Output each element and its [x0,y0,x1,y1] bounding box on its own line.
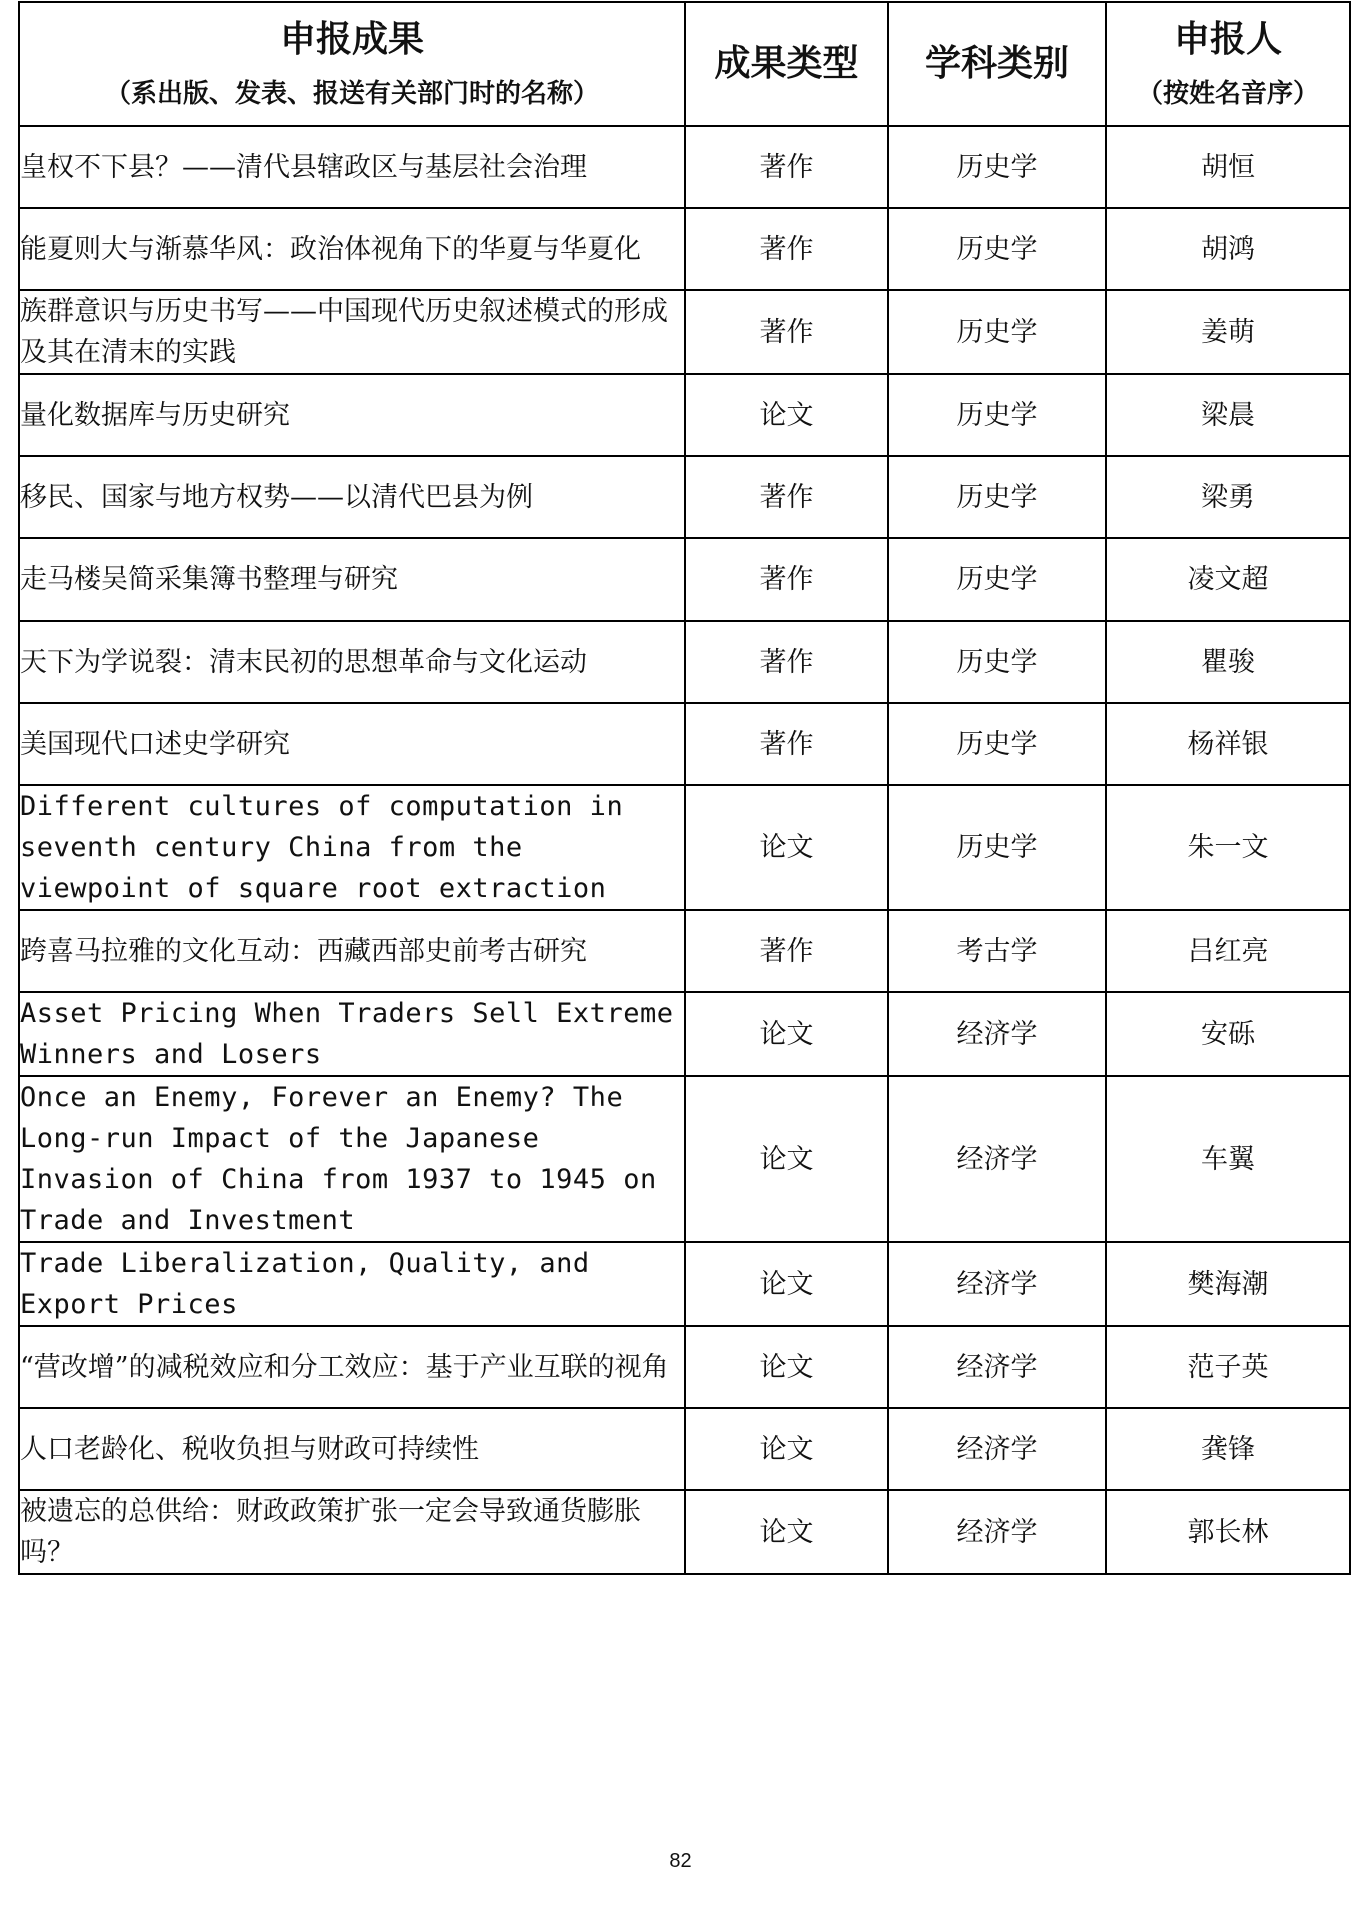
achievement-type: 著作 [685,621,888,703]
applicant-name: 郭长林 [1106,1490,1350,1574]
achievement-type: 著作 [685,910,888,992]
table-row [19,703,1350,785]
header-type-cell [685,2,888,126]
applicant-name: 梁勇 [1106,456,1350,538]
table-row [19,374,1350,456]
discipline: 历史学 [888,703,1106,785]
applicant-name: 朱一文 [1106,785,1350,910]
achievement-type: 著作 [685,538,888,621]
achievement-type: 著作 [685,290,888,374]
achievement-title: 能夏则大与渐慕华风：政治体视角下的华夏与华夏化 [19,208,685,290]
discipline: 历史学 [888,208,1106,290]
discipline: 历史学 [888,621,1106,703]
applicant-name: 姜萌 [1106,290,1350,374]
header-applicant-main: 申报人 [1173,19,1282,60]
table-row [19,910,1350,992]
achievement-type: 论文 [685,1242,888,1326]
achievement-title: Asset Pricing When Traders Sell Extreme Winners and Losers [19,992,685,1076]
applicant-name: 安砾 [1106,992,1350,1076]
table-row [19,290,1350,374]
discipline: 历史学 [888,456,1106,538]
table-row [19,1490,1350,1574]
discipline: 历史学 [888,126,1106,208]
achievement-type: 论文 [685,992,888,1076]
achievement-title: 被遗忘的总供给：财政政策扩张一定会导致通货膨胀吗？ [19,1490,685,1574]
header-title-cell [19,2,685,126]
applicant-name: 龚锋 [1106,1408,1350,1490]
achievements-table [18,1,1351,1575]
applicant-name: 梁晨 [1106,374,1350,456]
discipline: 经济学 [888,1242,1106,1326]
achievement-title: 皇权不下县？——清代县辖政区与基层社会治理 [19,126,685,208]
applicant-name: 樊海潮 [1106,1242,1350,1326]
header-discipline-cell [888,2,1106,126]
achievement-title: 人口老龄化、税收负担与财政可持续性 [19,1408,685,1490]
header-row [19,2,1350,126]
achievement-type: 论文 [685,785,888,910]
header-type: 成果类型 [714,43,859,84]
achievement-type: 著作 [685,703,888,785]
table-row [19,785,1350,910]
applicant-name: 范子英 [1106,1326,1350,1408]
achievement-title: Trade Liberalization, Quality, and Export Prices [19,1242,685,1326]
discipline: 经济学 [888,1326,1106,1408]
header-applicant-note: （按姓名音序） [1136,79,1319,109]
table-row [19,538,1350,621]
header-discipline: 学科类别 [924,43,1069,84]
achievement-type: 论文 [685,1490,888,1574]
header-title-note: （系出版、发表、报送有关部门时的名称） [104,79,599,109]
discipline: 历史学 [888,290,1106,374]
applicant-name: 车翼 [1106,1076,1350,1242]
header-title-main: 申报成果 [279,19,424,60]
achievement-title: 量化数据库与历史研究 [19,374,685,456]
achievement-type: 论文 [685,1326,888,1408]
table-row [19,208,1350,290]
achievement-title: Once an Enemy, Forever an Enemy? The Long-run Impact of the Japanese Invasion of China from 1937 to 1945 on Trade and Investment [19,1076,685,1242]
applicant-name: 杨祥银 [1106,703,1350,785]
table-row [19,1076,1350,1242]
achievement-title: 美国现代口述史学研究 [19,703,685,785]
achievement-title: “营改增”的减税效应和分工效应：基于产业互联的视角 [19,1326,685,1408]
applicant-name: 胡恒 [1106,126,1350,208]
applicant-name: 凌文超 [1106,538,1350,621]
table-row [19,456,1350,538]
discipline: 历史学 [888,538,1106,621]
page-number: 82 [669,1850,692,1872]
achievement-title: 天下为学说裂：清末民初的思想革命与文化运动 [19,621,685,703]
discipline: 经济学 [888,992,1106,1076]
table-body [19,126,1350,1574]
table-row [19,1326,1350,1408]
achievement-type: 论文 [685,374,888,456]
table-row [19,992,1350,1076]
discipline: 经济学 [888,1076,1106,1242]
achievement-type: 著作 [685,126,888,208]
discipline: 历史学 [888,785,1106,910]
applicant-name: 瞿骏 [1106,621,1350,703]
discipline: 经济学 [888,1490,1106,1574]
applicant-name: 胡鸿 [1106,208,1350,290]
table-row [19,1408,1350,1490]
table-row [19,621,1350,703]
achievement-type: 论文 [685,1408,888,1490]
achievement-title: 移民、国家与地方权势——以清代巴县为例 [19,456,685,538]
discipline: 经济学 [888,1408,1106,1490]
achievement-title: Different cultures of computation in seventh century China from the viewpoint of square root extraction [19,785,685,910]
achievement-title: 走马楼吴简采集簿书整理与研究 [19,538,685,621]
applicant-name: 吕红亮 [1106,910,1350,992]
discipline: 考古学 [888,910,1106,992]
table-row [19,126,1350,208]
header-applicant-cell [1106,2,1350,126]
discipline: 历史学 [888,374,1106,456]
achievement-title: 跨喜马拉雅的文化互动：西藏西部史前考古研究 [19,910,685,992]
achievement-type: 著作 [685,208,888,290]
achievement-title: 族群意识与历史书写——中国现代历史叙述模式的形成及其在清末的实践 [19,290,685,374]
achievement-type: 著作 [685,456,888,538]
table-header [19,2,1350,126]
achievement-type: 论文 [685,1076,888,1242]
table-row [19,1242,1350,1326]
